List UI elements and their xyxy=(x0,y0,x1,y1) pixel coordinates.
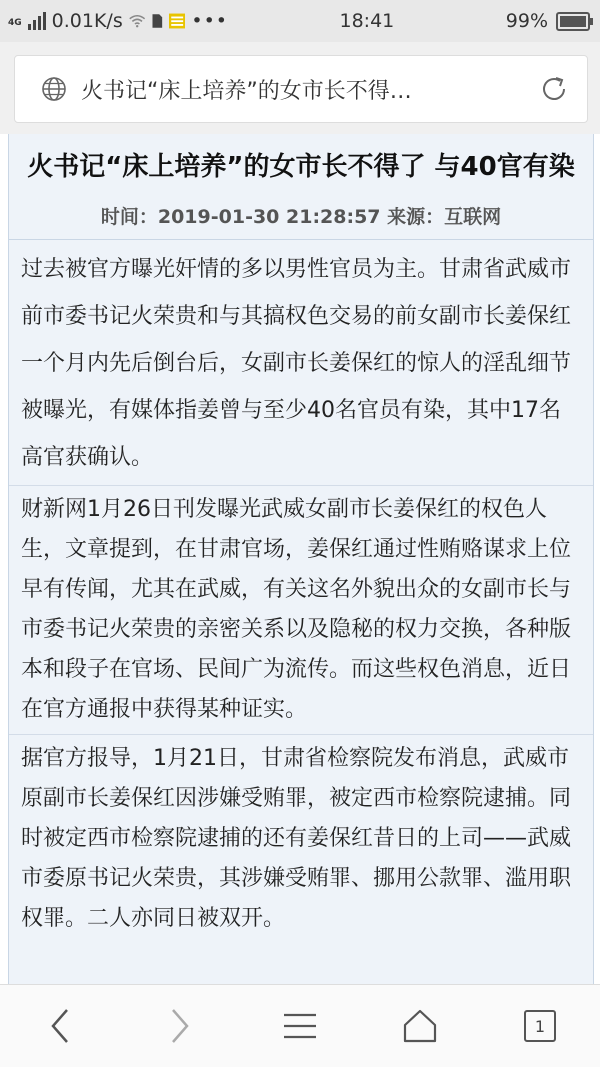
battery-percent: 99% xyxy=(505,10,548,32)
network-speed: 0.01K/s xyxy=(51,10,123,32)
more-dots-icon: ••• xyxy=(191,10,229,32)
meta-divider xyxy=(9,239,593,240)
address-bar[interactable] xyxy=(14,55,588,123)
signal-icon xyxy=(28,12,46,30)
status-left xyxy=(0,10,228,32)
article-paragraph: 财新网1月26日刊发曝光武威女副市长姜保红的权色人生，文章提到，在甘肃官场，姜保红通过性贿赂谋求上位早有传闻，尤其在武威，有关这名外貌出众的女副市长与市委书记火荣贵的亲密关系以及隐秘的权力交换，各种版本和段子在官场、民间广为流传。而这些权色消息，近日在官方通报中获得某种证实。 xyxy=(21,497,572,722)
page-title-in-address-bar[interactable]: 火书记“床上培养”的女市长不得… xyxy=(81,78,412,104)
network-type: 4G xyxy=(8,18,22,28)
article-paragraph: 据官方报导，1月21日，甘肃省检察院发布消息，武威市原副市长姜保红因涉嫌受贿罪，被定西市检察院逮捕。同时被定西市检察院逮捕的还有姜保红昔日的上司——武威市委原书记火荣贵，其涉嫌受贿罪、挪用公款罪、滥用职权罪。二人亦同日被双开。 xyxy=(21,746,572,931)
battery-icon xyxy=(556,12,590,31)
forward-button[interactable] xyxy=(150,996,210,1056)
paragraph-divider xyxy=(9,734,593,735)
sim-card-icon xyxy=(151,11,163,31)
back-button[interactable] xyxy=(30,996,90,1056)
back-arrow-icon xyxy=(45,1006,75,1046)
paragraph-divider xyxy=(9,485,593,486)
menu-icon xyxy=(282,1011,318,1041)
bottom-nav-bar xyxy=(0,984,600,1067)
tabs-button[interactable] xyxy=(510,996,570,1056)
article-content xyxy=(8,134,594,984)
article-paragraph: 过去被官方曝光奸情的多以男性官员为主。甘肃省武威市前市委书记火荣贵和与其搞权色交易的前女副市长姜保红一个月内先后倒台后，女副市长姜保红的惊人的淫乱细节被曝光，有媒体指姜曾与至少40名官员有染，其中17名高官获确认。 xyxy=(21,257,572,470)
forward-arrow-icon xyxy=(165,1006,195,1046)
notification-icon xyxy=(169,11,185,31)
wifi-icon xyxy=(129,12,145,30)
tab-count: 1 xyxy=(534,1016,546,1036)
article-title: 火书记“床上培养”的女市长不得了 与40官有染 xyxy=(27,152,575,182)
status-right xyxy=(506,10,600,32)
status-time: 18:41 xyxy=(339,10,395,32)
home-button[interactable] xyxy=(390,996,450,1056)
status-bar xyxy=(0,0,600,42)
menu-button[interactable] xyxy=(270,996,330,1056)
reload-icon[interactable] xyxy=(539,74,569,104)
browser-toolbar xyxy=(0,42,600,134)
globe-icon xyxy=(41,76,67,102)
article-meta: 时间：2019-01-30 21:28:57 来源：互联网 xyxy=(100,206,502,228)
home-icon xyxy=(402,1008,438,1044)
tab-count-box xyxy=(524,1010,556,1042)
